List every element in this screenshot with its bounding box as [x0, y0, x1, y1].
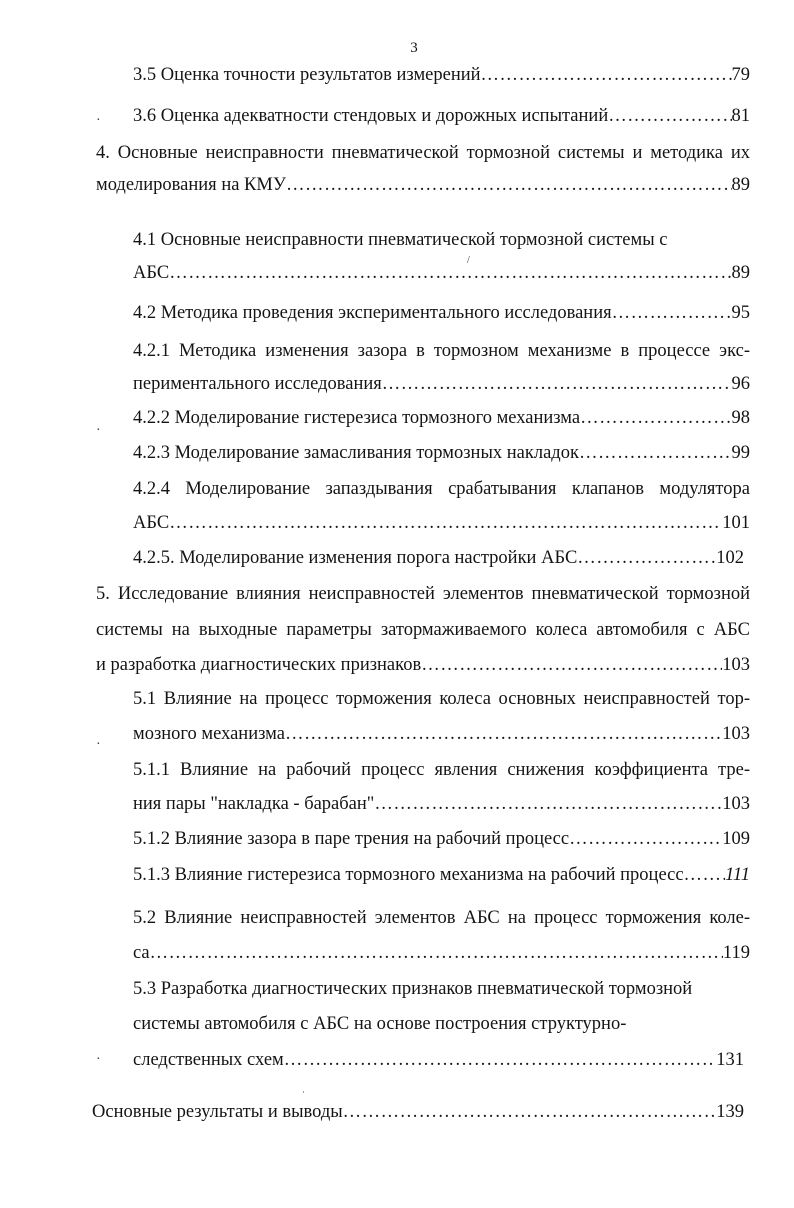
toc-entry-5-2-line1[interactable]: 5.2 Влияние неисправностей элементов АБС на процесс торможения коле-	[133, 908, 750, 928]
toc-entry-4-2-5[interactable]	[133, 543, 744, 573]
toc-entry-title: мозного механизма	[133, 724, 285, 744]
toc-page-number: 89	[731, 175, 750, 195]
toc-page-number: 96	[731, 374, 750, 394]
toc-entry-5-3[interactable]	[133, 1045, 744, 1075]
toc-page-number: 109	[722, 829, 750, 849]
toc-entry-5-1-2[interactable]	[133, 824, 750, 854]
toc-entry-4-2-1[interactable]	[133, 369, 750, 399]
toc-page-number: 79	[731, 65, 750, 85]
leader-dots	[374, 789, 722, 819]
leader-dots	[421, 650, 722, 680]
toc-entry-4-1[interactable]	[133, 258, 750, 288]
scan-speck: /	[467, 255, 470, 266]
toc-page-number: 102	[716, 548, 744, 568]
leader-dots	[169, 508, 722, 538]
toc-entry-4-1-line1[interactable]: 4.1 Основные неисправности пневматической тормозной системы с	[133, 230, 668, 250]
toc-entry-4[interactable]	[96, 170, 750, 200]
toc-page-number: 131	[716, 1050, 744, 1070]
toc-page-number: 95	[731, 303, 750, 323]
leader-dots	[612, 298, 732, 328]
toc-page-number: 81	[731, 106, 750, 126]
toc-page-number: 139	[716, 1102, 744, 1122]
leader-dots	[150, 938, 723, 968]
toc-entry-title: 4.2.5. Моделирование изменения порога настройки АБС	[133, 548, 578, 568]
toc-entry-5[interactable]	[96, 650, 750, 680]
toc-entry-title: Основные результаты и выводы	[92, 1102, 343, 1122]
page-number: 3	[410, 40, 418, 56]
toc-entry-title: и разработка диагностических признаков	[96, 655, 422, 675]
leader-dots	[382, 369, 732, 399]
toc-entry-title: 4.2.3 Моделирование замасливания тормозных накладок	[133, 443, 579, 463]
toc-entry-5-1-1[interactable]	[133, 789, 750, 819]
leader-dots	[579, 438, 732, 468]
toc-entry-results[interactable]	[92, 1097, 744, 1127]
toc-page-number: 111	[724, 865, 750, 885]
toc-entry-title: 4.2.2 Моделирование гистерезиса тормозного механизма	[133, 408, 581, 428]
toc-page-number: 119	[722, 943, 750, 963]
toc-entry-3-5[interactable]	[133, 60, 750, 90]
toc-page-number: 101	[722, 513, 750, 533]
leader-dots	[169, 258, 731, 288]
toc-entry-5-3-line2[interactable]: системы автомобиля с АБС на основе построения структурно-	[133, 1014, 627, 1034]
toc-entry-5-line1[interactable]: 5. Исследование влияния неисправностей элементов пневматической тормозной	[96, 584, 750, 604]
toc-page-number: 103	[722, 794, 750, 814]
leader-dots	[684, 860, 725, 890]
toc-entry-title: следственных схем	[133, 1050, 284, 1070]
leader-dots	[481, 60, 732, 90]
toc-page-number: 89	[731, 263, 750, 283]
toc-entry-4-2[interactable]	[133, 298, 750, 328]
toc-entry-title: АБС	[133, 513, 170, 533]
toc-page-number: 103	[722, 655, 750, 675]
toc-entry-5-2[interactable]	[133, 938, 750, 968]
toc-entry-5-line2[interactable]: системы на выходные параметры затормаживаемого колеса автомобиля с АБС	[96, 620, 750, 640]
toc-entry-4-2-3[interactable]	[133, 438, 750, 468]
leader-dots	[285, 719, 722, 749]
leader-dots	[286, 170, 732, 200]
scan-speck: ·	[302, 1087, 305, 1097]
toc-page-number: 99	[731, 443, 750, 463]
toc-entry-4-line1[interactable]: 4. Основные неисправности пневматической тормозной системы и методика их	[96, 143, 750, 163]
toc-entry-title: ния пары "накладка - барабан"	[133, 794, 375, 814]
toc-entry-4-2-1-line1[interactable]: 4.2.1 Методика изменения зазора в тормозном механизме в процессе экс-	[133, 341, 750, 361]
toc-entry-5-1[interactable]	[133, 719, 750, 749]
toc-entry-4-2-4[interactable]	[133, 508, 750, 538]
toc-entry-title: моделирования на КМУ	[96, 175, 286, 195]
toc-page-number: 103	[722, 724, 750, 744]
toc-entry-title: 5.1.2 Влияние зазора в паре трения на рабочий процесс	[133, 829, 570, 849]
scan-speck: ·	[96, 737, 101, 752]
leader-dots	[608, 101, 731, 131]
toc-entry-4-2-2[interactable]	[133, 403, 750, 433]
toc-entry-title: 3.5 Оценка точности результатов измерений	[133, 65, 481, 85]
leader-dots	[577, 543, 716, 573]
toc-entry-title: 4.2 Методика проведения экспериментального исследования	[133, 303, 612, 323]
scan-speck: ·	[96, 423, 101, 438]
toc-entry-5-1-line1[interactable]: 5.1 Влияние на процесс торможения колеса основных неисправностей тор-	[133, 689, 750, 709]
toc-entry-title: 3.6 Оценка адекватности стендовых и дорожных испытаний	[133, 106, 609, 126]
scan-speck: ·	[96, 1052, 101, 1067]
leader-dots	[343, 1097, 717, 1127]
toc-entry-5-1-3[interactable]	[133, 860, 750, 890]
toc-entry-4-2-4-line1[interactable]: 4.2.4 Моделирование запаздывания срабатывания клапанов модулятора	[133, 479, 750, 499]
leader-dots	[284, 1045, 717, 1075]
toc-entry-title: 5.1.3 Влияние гистерезиса тормозного механизма на рабочий процесс	[133, 865, 684, 885]
toc-entry-title: периментального исследования	[133, 374, 382, 394]
toc-entry-3-6[interactable]	[133, 101, 750, 131]
leader-dots	[569, 824, 722, 854]
toc-entry-5-1-1-line1[interactable]: 5.1.1 Влияние на рабочий процесс явления снижения коэффициента тре-	[133, 760, 750, 780]
leader-dots	[580, 403, 731, 433]
toc-entry-title: са	[133, 943, 150, 963]
scan-speck: ·	[96, 113, 101, 128]
toc-page-number: 98	[731, 408, 750, 428]
toc-entry-5-3-line1[interactable]: 5.3 Разработка диагностических признаков пневматической тормозной	[133, 979, 693, 999]
toc-entry-title: АБС	[133, 263, 170, 283]
